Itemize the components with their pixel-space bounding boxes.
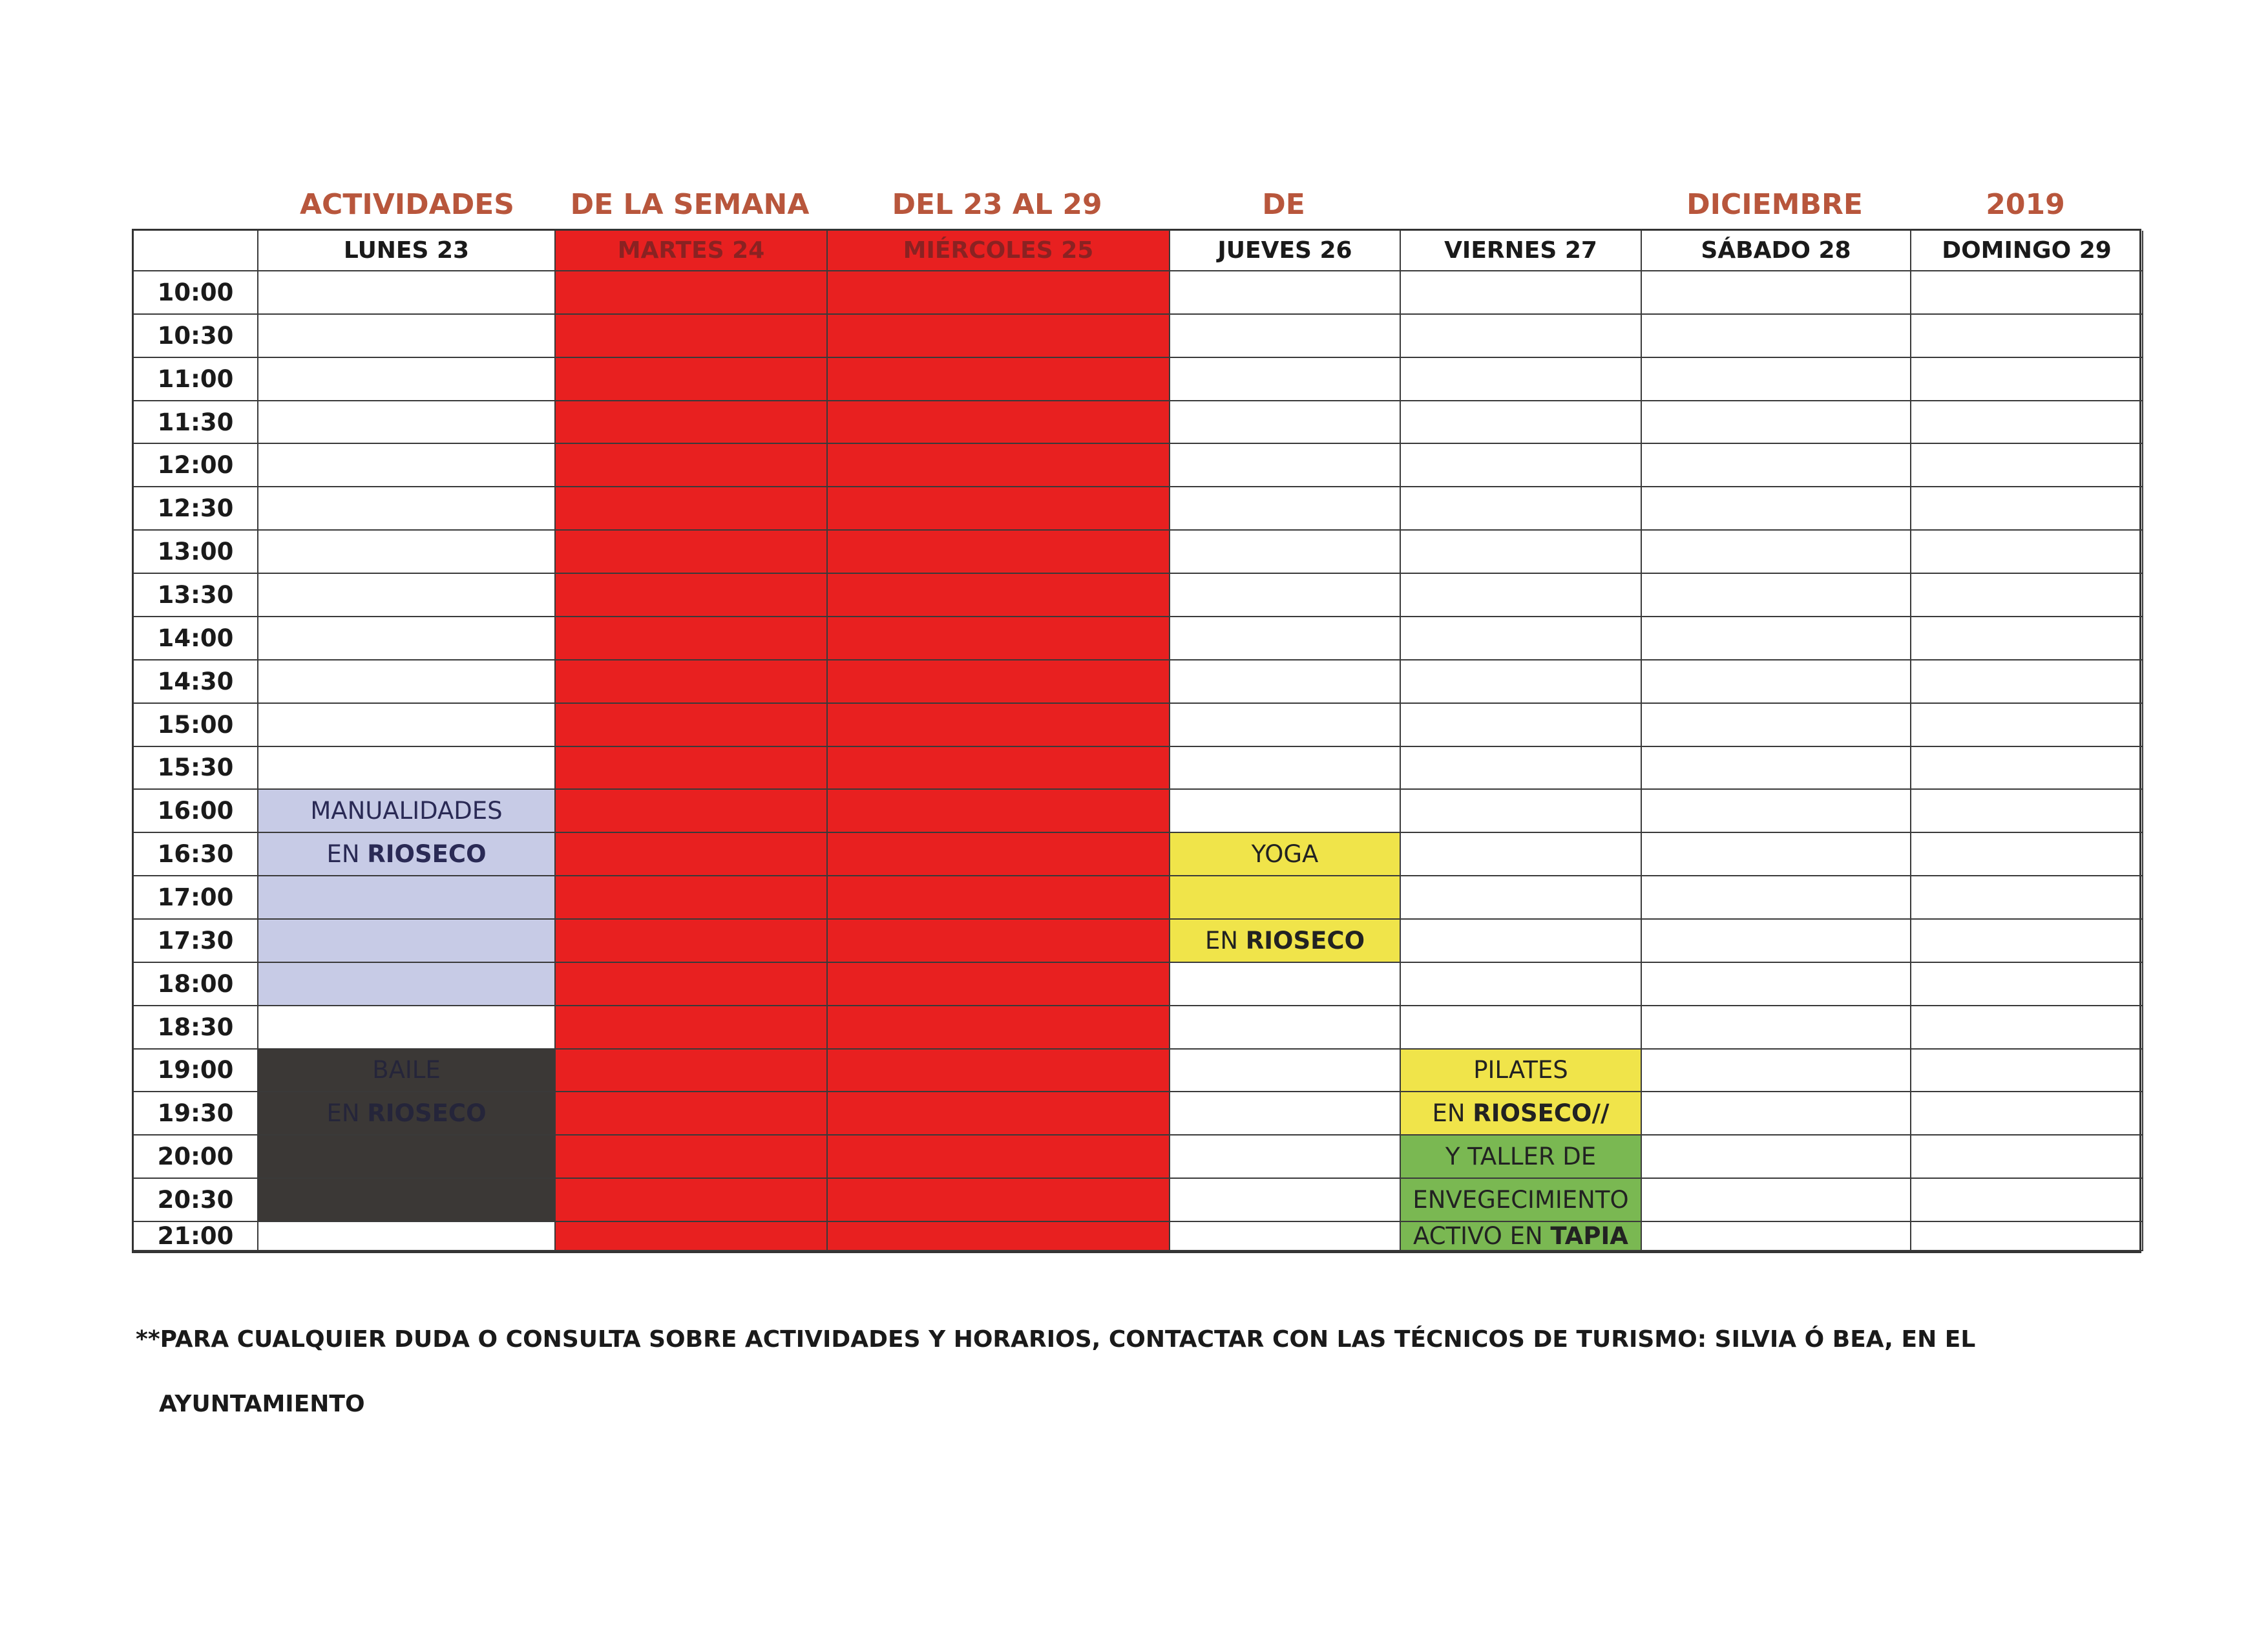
closed-day-cell [828, 358, 1170, 401]
empty-cell [1170, 401, 1401, 445]
weekly-schedule-table [132, 229, 2141, 1253]
activity-text: MANUALIDADES [310, 797, 503, 825]
empty-cell [258, 1006, 556, 1050]
empty-cell [1642, 704, 1911, 747]
time-slot: 15:30 [134, 747, 258, 790]
empty-cell [1911, 790, 2143, 833]
empty-cell [1911, 1050, 2143, 1093]
activity-text: BAILE [372, 1056, 441, 1084]
closed-day-cell [828, 531, 1170, 574]
empty-cell [1401, 833, 1642, 876]
closed-day-cell [828, 833, 1170, 876]
closed-day-cell [828, 487, 1170, 531]
empty-cell [1642, 358, 1911, 401]
activity-cell [1401, 1222, 1642, 1251]
empty-cell [1401, 444, 1642, 487]
activity-cell [1401, 1092, 1642, 1136]
empty-cell [258, 1222, 556, 1251]
empty-cell [1642, 574, 1911, 617]
empty-cell [1642, 1050, 1911, 1093]
closed-day-cell [556, 747, 828, 790]
closed-day-cell [556, 790, 828, 833]
activity-text: EN [326, 1099, 368, 1128]
closed-day-cell [828, 963, 1170, 1006]
activity-text: EN [1204, 926, 1246, 955]
empty-cell [258, 617, 556, 660]
empty-cell [258, 704, 556, 747]
activity-cell [1170, 920, 1401, 963]
closed-day-cell [556, 1136, 828, 1179]
empty-cell [1911, 401, 2143, 445]
time-slot: 17:00 [134, 876, 258, 920]
empty-cell [1642, 876, 1911, 920]
title-word: ACTIVIDADES [300, 188, 514, 221]
activity-location: RIOSECO// [1473, 1099, 1610, 1128]
closed-day-cell [828, 1006, 1170, 1050]
empty-cell [1401, 574, 1642, 617]
time-slot: 20:30 [134, 1179, 258, 1222]
empty-cell [1401, 704, 1642, 747]
empty-cell [1911, 531, 2143, 574]
empty-cell [1170, 531, 1401, 574]
empty-cell [1170, 271, 1401, 315]
closed-day-cell [556, 315, 828, 358]
empty-cell [1642, 747, 1911, 790]
empty-cell [1642, 1136, 1911, 1179]
empty-cell [1642, 1092, 1911, 1136]
empty-cell [1911, 833, 2143, 876]
closed-day-cell [556, 617, 828, 660]
activity-text: ACTIVO EN [1413, 1222, 1551, 1250]
closed-day-cell [556, 444, 828, 487]
empty-cell [1401, 487, 1642, 531]
empty-cell [1911, 1136, 2143, 1179]
empty-cell [1170, 747, 1401, 790]
activity-cell [1170, 833, 1401, 876]
empty-cell [258, 531, 556, 574]
time-slot: 10:30 [134, 315, 258, 358]
closed-day-cell [828, 790, 1170, 833]
empty-cell [1911, 747, 2143, 790]
closed-day-cell [828, 1222, 1170, 1251]
empty-cell [258, 358, 556, 401]
empty-cell [1642, 271, 1911, 315]
closed-day-cell [828, 920, 1170, 963]
activity-cell [258, 1050, 556, 1093]
empty-cell [1170, 790, 1401, 833]
closed-day-cell [556, 1179, 828, 1222]
activity-text: EN [1432, 1099, 1473, 1128]
closed-day-cell [556, 1006, 828, 1050]
time-slot: 18:30 [134, 1006, 258, 1050]
empty-cell [1642, 487, 1911, 531]
empty-cell [258, 401, 556, 445]
empty-cell [1170, 358, 1401, 401]
time-slot: 11:30 [134, 401, 258, 445]
time-slot: 19:30 [134, 1092, 258, 1136]
closed-day-cell [556, 1092, 828, 1136]
closed-day-cell [556, 487, 828, 531]
activity-location: RIOSECO [367, 1099, 487, 1128]
activity-cell [1401, 1179, 1642, 1222]
time-slot: 16:00 [134, 790, 258, 833]
activity-cell [258, 1179, 556, 1222]
time-slot: 19:00 [134, 1050, 258, 1093]
empty-cell [1642, 531, 1911, 574]
empty-cell [1170, 1222, 1401, 1251]
closed-day-cell [556, 660, 828, 704]
empty-cell [1170, 963, 1401, 1006]
empty-cell [1170, 1179, 1401, 1222]
empty-cell [1911, 1092, 2143, 1136]
closed-day-cell [556, 963, 828, 1006]
activity-cell [258, 1092, 556, 1136]
empty-cell [258, 574, 556, 617]
empty-cell [1911, 876, 2143, 920]
empty-cell [1401, 660, 1642, 704]
empty-cell [1642, 1006, 1911, 1050]
empty-cell [258, 271, 556, 315]
closed-day-cell [556, 271, 828, 315]
day-header: DOMINGO 29 [1911, 231, 2143, 271]
closed-day-cell [828, 444, 1170, 487]
closed-day-cell [556, 876, 828, 920]
empty-cell [1642, 790, 1911, 833]
closed-day-cell [556, 1222, 828, 1251]
activity-text: EN [326, 840, 368, 869]
activity-text: PILATES [1473, 1056, 1568, 1084]
empty-cell [1911, 315, 2143, 358]
empty-cell [1642, 920, 1911, 963]
closed-day-cell [556, 358, 828, 401]
activity-cell [1401, 1050, 1642, 1093]
empty-cell [1170, 444, 1401, 487]
empty-cell [1911, 617, 2143, 660]
footnote-line-1: **PARA CUALQUIER DUDA O CONSULTA SOBRE ACTIVIDADES Y HORARIOS, CONTACTAR CON LAS TÉCNICOS DE TURISMO: SILVIA Ó BEA, EN EL [136, 1326, 1976, 1353]
empty-cell [1911, 271, 2143, 315]
empty-cell [1170, 704, 1401, 747]
empty-cell [1170, 617, 1401, 660]
time-slot: 16:30 [134, 833, 258, 876]
time-slot: 14:30 [134, 660, 258, 704]
empty-cell [1170, 1006, 1401, 1050]
empty-cell [1170, 1092, 1401, 1136]
empty-cell [258, 660, 556, 704]
closed-day-cell [556, 704, 828, 747]
empty-cell [1911, 1222, 2143, 1251]
activity-cell [258, 1136, 556, 1179]
closed-day-cell [828, 574, 1170, 617]
title-word: DEL 23 AL 29 [892, 188, 1102, 221]
empty-cell [258, 487, 556, 531]
activity-location: RIOSECO [367, 840, 487, 869]
empty-cell [1911, 1006, 2143, 1050]
day-header: VIERNES 27 [1401, 231, 1642, 271]
empty-cell [1401, 876, 1642, 920]
closed-day-cell [828, 1092, 1170, 1136]
closed-day-cell [556, 1050, 828, 1093]
empty-cell [1911, 963, 2143, 1006]
closed-day-cell [828, 660, 1170, 704]
closed-day-cell [828, 747, 1170, 790]
time-slot: 18:00 [134, 963, 258, 1006]
activity-cell [258, 963, 556, 1006]
closed-day-cell [828, 617, 1170, 660]
closed-day-cell [556, 574, 828, 617]
activity-cell [258, 833, 556, 876]
closed-day-cell [556, 920, 828, 963]
empty-cell [258, 444, 556, 487]
activity-cell [258, 920, 556, 963]
empty-cell [1911, 487, 2143, 531]
time-slot: 17:30 [134, 920, 258, 963]
closed-day-cell [828, 315, 1170, 358]
closed-day-cell [828, 704, 1170, 747]
empty-cell [1642, 401, 1911, 445]
day-header: LUNES 23 [258, 231, 556, 271]
title-word: DE [1262, 188, 1305, 221]
activity-text: Y TALLER DE [1445, 1143, 1597, 1171]
empty-cell [1401, 271, 1642, 315]
closed-day-cell [828, 271, 1170, 315]
activity-location: TAPIA [1550, 1222, 1628, 1250]
empty-cell [1401, 747, 1642, 790]
activity-cell [1170, 876, 1401, 920]
day-header: SÁBADO 28 [1642, 231, 1911, 271]
empty-cell [1401, 315, 1642, 358]
closed-day-cell [828, 1050, 1170, 1093]
empty-cell [1911, 920, 2143, 963]
empty-cell [1401, 401, 1642, 445]
empty-cell [1911, 660, 2143, 704]
closed-day-cell [828, 401, 1170, 445]
corner-cell [134, 231, 258, 271]
closed-day-cell [556, 531, 828, 574]
footnote-line-2: AYUNTAMIENTO [159, 1391, 365, 1417]
empty-cell [1401, 531, 1642, 574]
empty-cell [1401, 790, 1642, 833]
activity-location: RIOSECO [1245, 926, 1365, 955]
time-slot: 12:30 [134, 487, 258, 531]
empty-cell [1642, 660, 1911, 704]
title-word: DE LA SEMANA [570, 188, 810, 221]
empty-cell [1170, 660, 1401, 704]
time-slot: 13:00 [134, 531, 258, 574]
empty-cell [1642, 1179, 1911, 1222]
closed-day-cell [828, 1179, 1170, 1222]
empty-cell [1911, 574, 2143, 617]
title-word: DICIEMBRE [1686, 188, 1863, 221]
time-slot: 21:00 [134, 1222, 258, 1251]
title-word: 2019 [1986, 188, 2065, 221]
time-slot: 11:00 [134, 358, 258, 401]
activity-cell [1401, 1136, 1642, 1179]
activity-cell [258, 790, 556, 833]
empty-cell [1911, 1179, 2143, 1222]
empty-cell [1642, 617, 1911, 660]
closed-day-cell [828, 876, 1170, 920]
time-slot: 13:30 [134, 574, 258, 617]
closed-day-cell [556, 401, 828, 445]
closed-day-cell [828, 1136, 1170, 1179]
empty-cell [1170, 1050, 1401, 1093]
empty-cell [1170, 1136, 1401, 1179]
empty-cell [1401, 358, 1642, 401]
empty-cell [1911, 444, 2143, 487]
empty-cell [1401, 617, 1642, 660]
empty-cell [1170, 487, 1401, 531]
empty-cell [258, 747, 556, 790]
empty-cell [1642, 833, 1911, 876]
empty-cell [1642, 315, 1911, 358]
empty-cell [1401, 963, 1642, 1006]
activity-cell [258, 876, 556, 920]
empty-cell [1911, 704, 2143, 747]
time-slot: 15:00 [134, 704, 258, 747]
closed-day-cell [556, 833, 828, 876]
empty-cell [258, 315, 556, 358]
empty-cell [1642, 444, 1911, 487]
empty-cell [1401, 920, 1642, 963]
time-slot: 20:00 [134, 1136, 258, 1179]
time-slot: 14:00 [134, 617, 258, 660]
empty-cell [1170, 574, 1401, 617]
day-header: MARTES 24 [556, 231, 828, 271]
day-header: MIÉRCOLES 25 [828, 231, 1170, 271]
day-header: JUEVES 26 [1170, 231, 1401, 271]
empty-cell [1911, 358, 2143, 401]
empty-cell [1170, 315, 1401, 358]
empty-cell [1642, 963, 1911, 1006]
time-slot: 10:00 [134, 271, 258, 315]
time-slot: 12:00 [134, 444, 258, 487]
activity-text: YOGA [1251, 840, 1319, 869]
empty-cell [1642, 1222, 1911, 1251]
activity-text: ENVEGECIMIENTO [1412, 1186, 1629, 1214]
empty-cell [1401, 1006, 1642, 1050]
